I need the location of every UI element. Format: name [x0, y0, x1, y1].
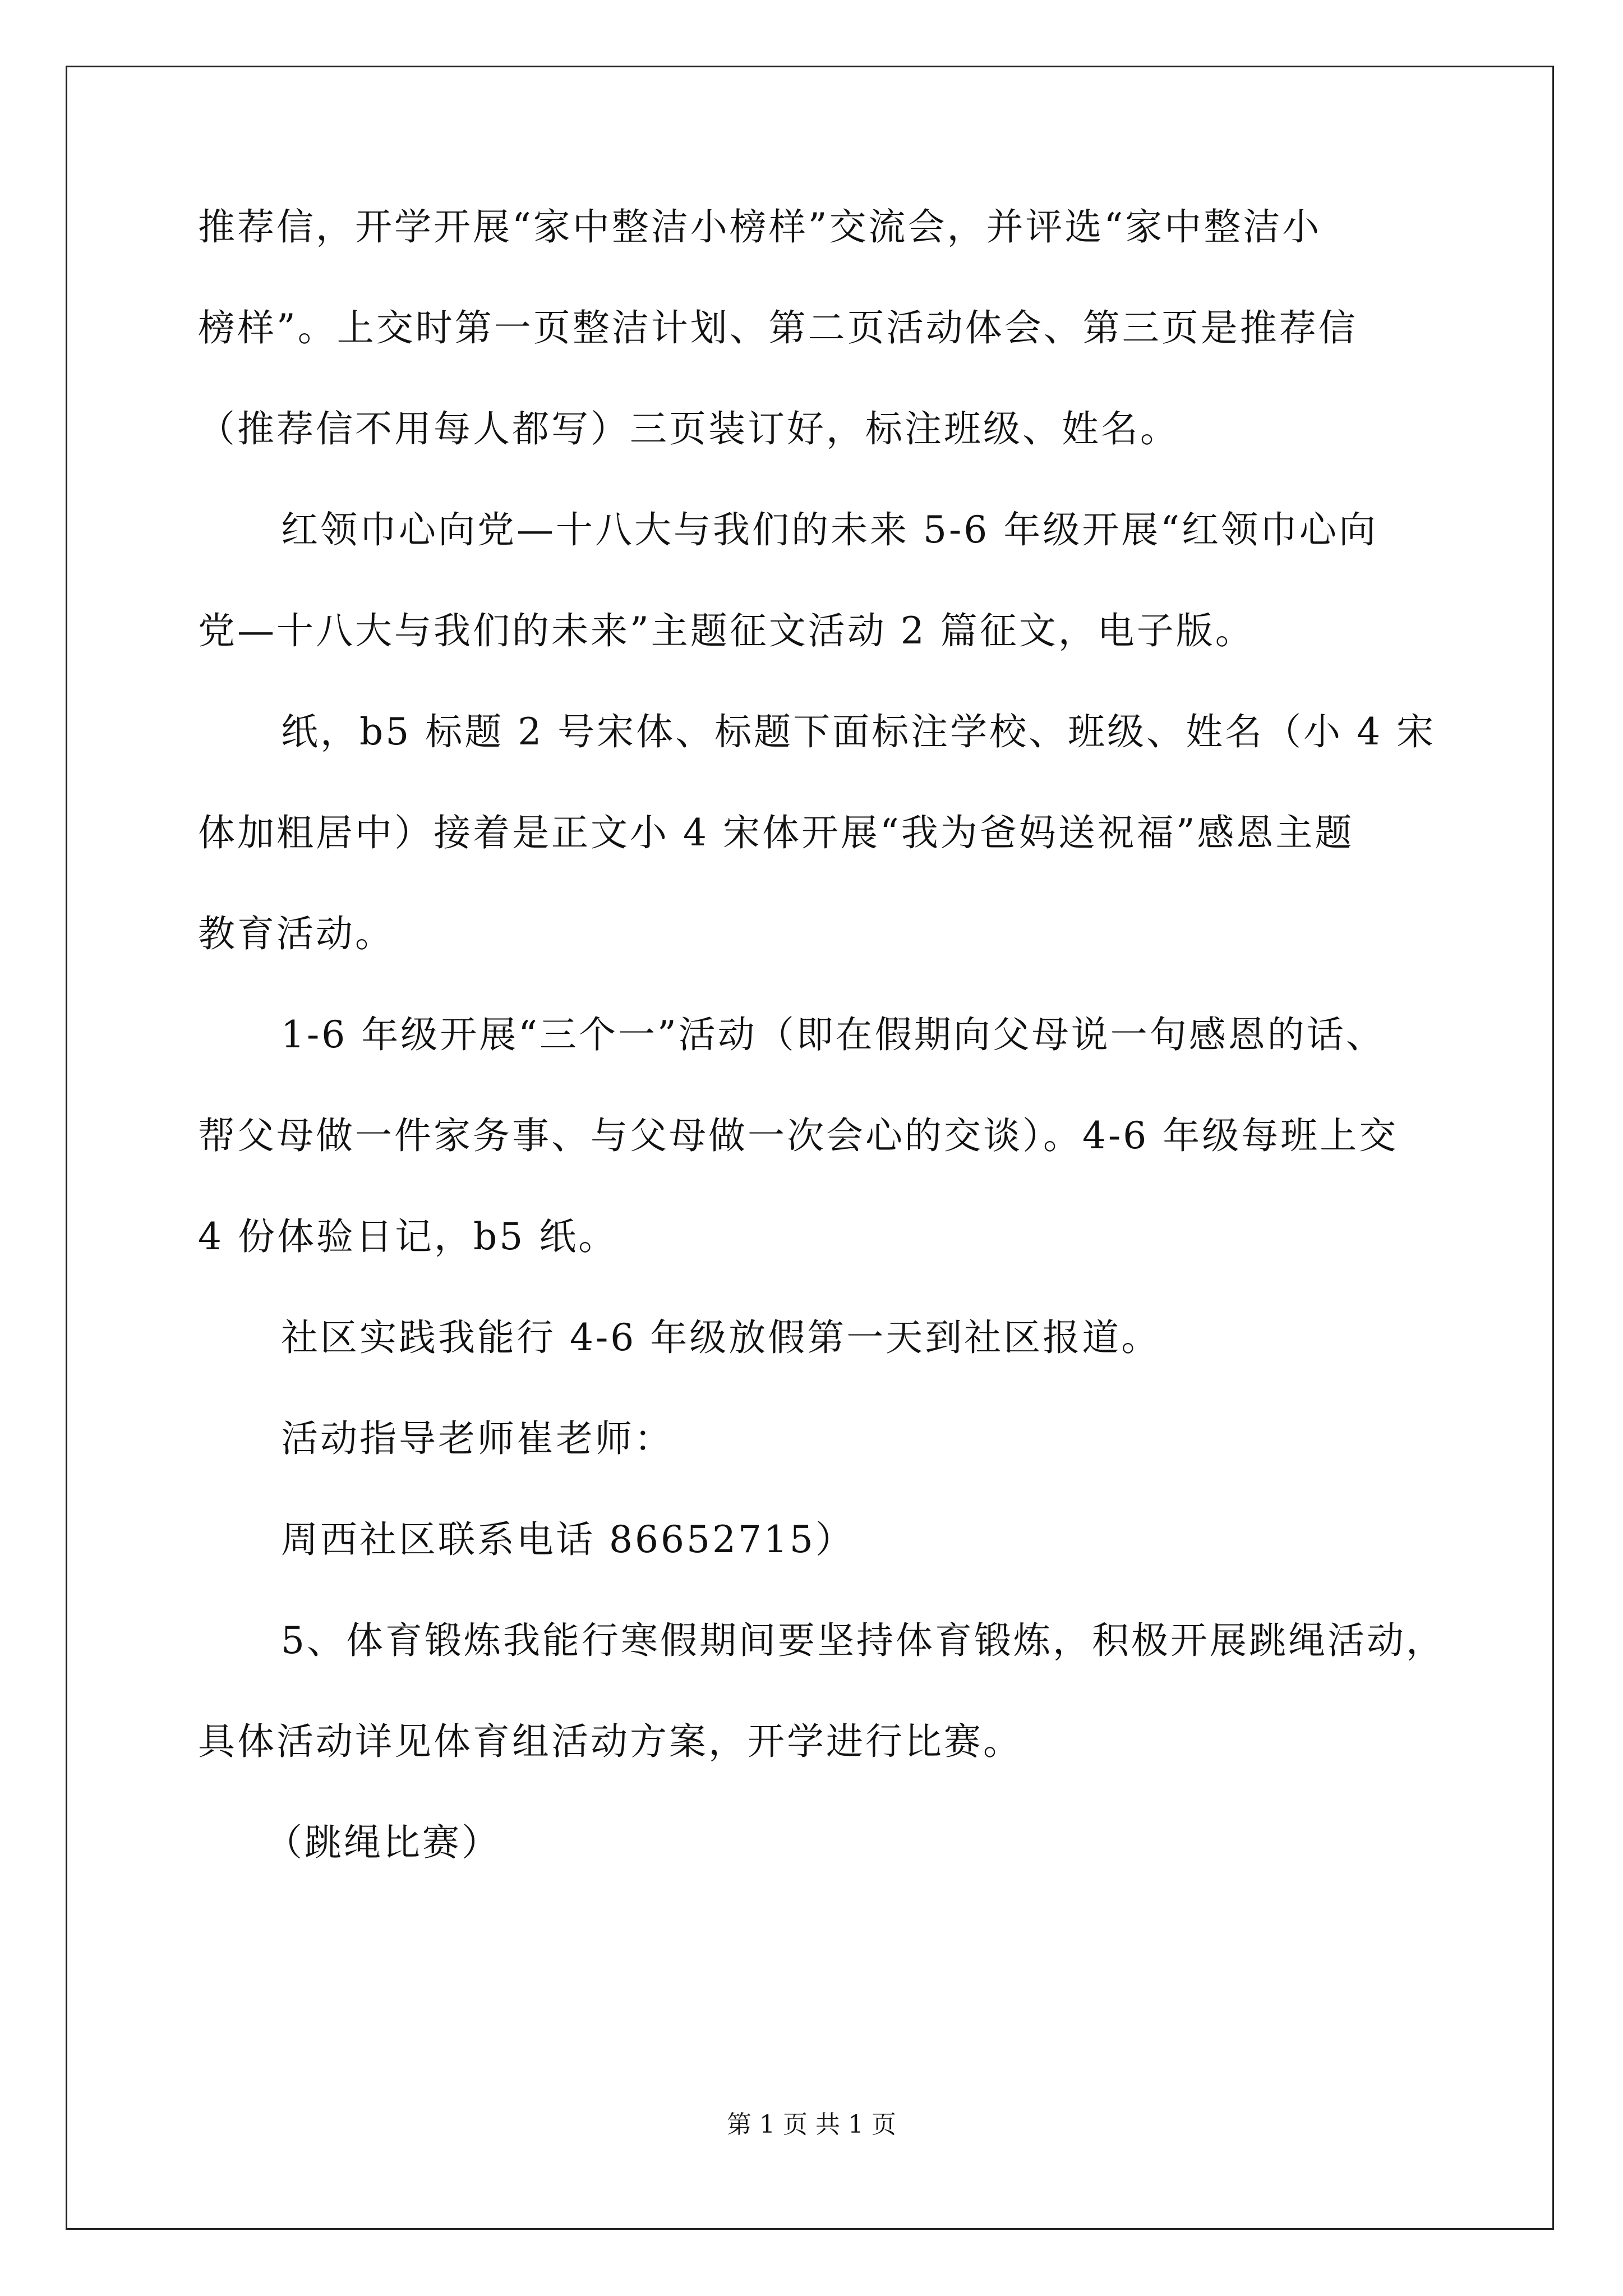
text-line: 教育活动。 — [198, 912, 394, 955]
text-line: 纸，b5 标题 2 号宋体、标题下面标注学校、班级、姓名（小 4 宋 — [281, 710, 1436, 753]
text-line: 体加粗居中）接着是正文小 4 宋体开展“我为爸妈送祝福”感恩主题 — [198, 811, 1354, 854]
text-line: 1-6 年级开展“三个一”活动（即在假期向父母说一句感恩的话、 — [281, 1013, 1385, 1056]
text-line: 具体活动详见体育组活动方案，开学进行比赛。 — [198, 1720, 1022, 1763]
text-line: 党—十八大与我们的未来”主题征文活动 2 篇征文，电子版。 — [198, 609, 1255, 652]
text-line: 帮父母做一件家务事、与父母做一次会心的交谈）。4-6 年级每班上交 — [198, 1114, 1399, 1157]
text-line: 5、体育锻炼我能行寒假期间要坚持体育锻炼，积极开展跳绳活动， — [281, 1619, 1445, 1662]
text-line: 推荐信，开学开展“家中整洁小榜样”交流会，并评选“家中整洁小 — [198, 205, 1322, 249]
text-line: 社区实践我能行 4-6 年级放假第一天到社区报道。 — [281, 1316, 1161, 1359]
page-footer: 第 1 页 共 1 页 — [727, 2110, 896, 2139]
text-line: 红领巾心向党—十八大与我们的未来 5-6 年级开展“红领巾心向 — [281, 508, 1378, 551]
text-line: 活动指导老师崔老师： — [281, 1417, 674, 1460]
text-line: 周西社区联系电话 86652715） — [281, 1518, 855, 1561]
text-line: （推荐信不用每人都写）三页装订好，标注班级、姓名。 — [198, 407, 1179, 450]
text-line: 榜样”。上交时第一页整洁计划、第二页活动体会、第三页是推荐信 — [198, 306, 1358, 349]
text-line: （跳绳比赛） — [265, 1821, 501, 1864]
text-line: 4 份体验日记，b5 纸。 — [198, 1215, 618, 1258]
